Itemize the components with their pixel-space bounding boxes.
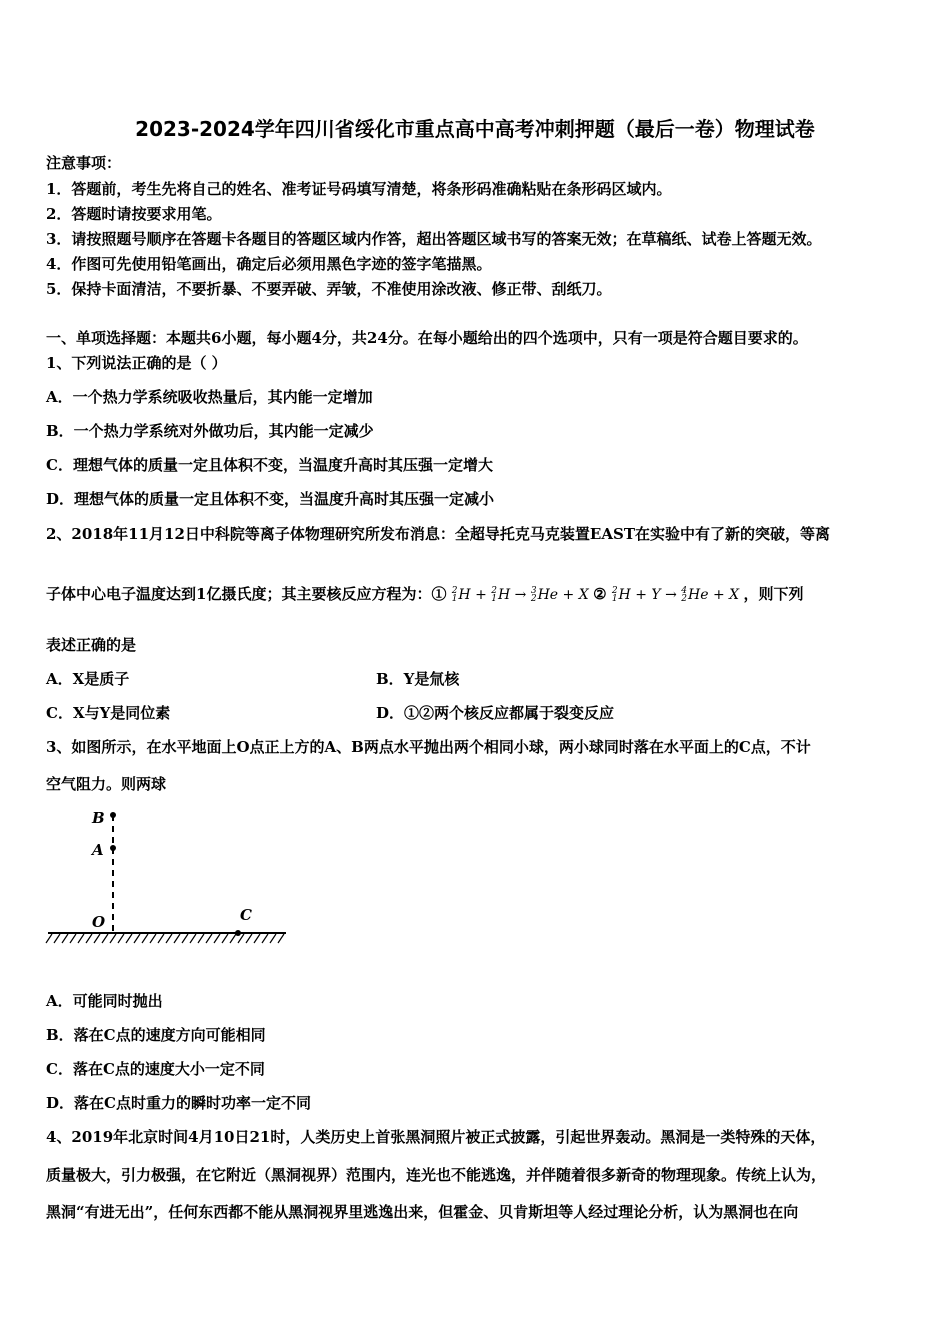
page-title: 2023-2024学年四川省绥化市重点高中高考冲刺押题（最后一卷）物理试卷 bbox=[135, 117, 815, 141]
hatch-mark bbox=[78, 934, 84, 943]
hatch-mark bbox=[86, 934, 92, 943]
equation-2: 2 1H + Y → 4 2He + X bbox=[611, 586, 740, 604]
hatch-mark bbox=[150, 934, 156, 943]
section-heading: 一、单项选择题：本题共6小题，每小题4分，共24分。在每小题给出的四个选项中，只有一项是符合题目要求的。 bbox=[46, 329, 808, 347]
q2-stem-line3: 表述正确的是 bbox=[46, 636, 137, 654]
hatch-mark bbox=[254, 934, 260, 943]
hatch-mark bbox=[134, 934, 140, 943]
q3-option-d: D．落在C点时重力的瞬时功率一定不同 bbox=[46, 1094, 311, 1112]
q2-stem-line1: 2、2018年11月12日中科院等离子体物理研究所发布消息：全超导托克马克装置EAST在实验中有了新的突破，等离 bbox=[46, 525, 831, 543]
hatch-mark bbox=[206, 934, 212, 943]
hatch-mark bbox=[158, 934, 164, 943]
point-a bbox=[110, 845, 116, 851]
hatch-mark bbox=[166, 934, 172, 943]
hatch-mark bbox=[262, 934, 268, 943]
note-item: 2．答题时请按要求用笔。 bbox=[46, 205, 222, 223]
notes-heading: 注意事项： bbox=[46, 154, 122, 172]
q1-option-b: B．一个热力学系统对外做功后，其内能一定减少 bbox=[46, 422, 374, 440]
q2-option-a: A．X是质子 bbox=[46, 670, 130, 688]
hatch-mark bbox=[270, 934, 276, 943]
nuclide-h2: 2 1 bbox=[491, 586, 497, 604]
q2-text: ，则下列 bbox=[743, 585, 804, 603]
hatch-mark bbox=[94, 934, 100, 943]
hatch-mark bbox=[62, 934, 68, 943]
hatch-mark bbox=[190, 934, 196, 943]
note-item: 5．保持卡面清洁，不要折暴、不要弄破、弄皱，不准使用涂改液、修正带、刮纸刀。 bbox=[46, 280, 612, 298]
nuclide-he4: 4 2 bbox=[681, 586, 687, 604]
hatch-mark bbox=[70, 934, 76, 943]
label-o: O bbox=[92, 913, 106, 931]
note-item: 1．答题前，考生先将自己的姓名、准考证号码填写清楚，将条形码准确粘贴在条形码区域内。 bbox=[46, 180, 672, 198]
hatch-mark bbox=[102, 934, 108, 943]
note-item: 3．请按照题号顺序在答题卡各题目的答题区域内作答，超出答题区域书写的答案无效；在草稿纸、试卷上答题无效。 bbox=[46, 230, 822, 248]
q4-stem-line3: 黑洞“有进无出”，任何东西都不能从黑洞视界里逃逸出来，但霍金、贝肯斯坦等人经过理论分析，认为黑洞也在向 bbox=[46, 1203, 799, 1221]
hatch-mark bbox=[222, 934, 228, 943]
hatch-mark bbox=[110, 934, 116, 943]
hatch-mark bbox=[54, 934, 60, 943]
q1-stem: 1、下列说法正确的是（ ） bbox=[46, 354, 227, 372]
hatch-mark bbox=[142, 934, 148, 943]
q2-option-b: B．Y是氚核 bbox=[376, 670, 460, 688]
label-b: B bbox=[92, 809, 105, 827]
q1-option-d: D．理想气体的质量一定且体积不变，当温度升高时其压强一定减小 bbox=[46, 490, 495, 508]
hatch-mark bbox=[174, 934, 180, 943]
q3-stem-line2: 空气阻力。则两球 bbox=[46, 775, 167, 793]
q2-circle-2: ② bbox=[593, 585, 607, 603]
q3-option-b: B．落在C点的速度方向可能相同 bbox=[46, 1026, 266, 1044]
q2-stem-line2 bbox=[46, 583, 804, 604]
point-b bbox=[110, 812, 116, 818]
q1-option-c: C．理想气体的质量一定且体积不变，当温度升高时其压强一定增大 bbox=[46, 456, 493, 474]
q3-option-c: C．落在C点的速度大小一定不同 bbox=[46, 1060, 265, 1078]
nuclide-he3: 3 2 bbox=[530, 586, 537, 604]
q2-option-d: D．①②两个核反应都属于裂变反应 bbox=[376, 704, 615, 722]
note-item: 4．作图可先使用铅笔画出，确定后必须用黑色字迹的签字笔描黑。 bbox=[46, 255, 492, 273]
hatch-mark bbox=[118, 934, 124, 943]
nuclide-h2: 2 1 bbox=[611, 586, 618, 604]
q3-stem-line1: 3、如图所示，在水平地面上O点正上方的A、B两点水平抛出两个相同小球，两小球同时落在水平面上的C点，不计 bbox=[46, 738, 811, 756]
q4-stem-line2: 质量极大，引力极强，在它附近（黑洞视界）范围内，连光也不能逃逸，并伴随着很多新奇的物理现象。传统上认为， bbox=[46, 1166, 827, 1184]
q2-text: 子体中心电子温度达到1亿摄氏度；其主要核反应方程为：① bbox=[46, 585, 447, 603]
hatch-mark bbox=[278, 934, 284, 943]
equation-1: 2 1H + 2 1H → 3 2He + X bbox=[451, 586, 589, 604]
q2-option-c: C．X与Y是同位素 bbox=[46, 704, 171, 722]
hatch-mark bbox=[246, 934, 252, 943]
ground-hatching bbox=[46, 934, 284, 943]
hatch-mark bbox=[198, 934, 204, 943]
q3-option-a: A．可能同时抛出 bbox=[46, 992, 163, 1010]
projectile-diagram bbox=[44, 805, 294, 955]
hatch-mark bbox=[214, 934, 220, 943]
hatch-mark bbox=[182, 934, 188, 943]
label-c: C bbox=[240, 906, 252, 924]
hatch-mark bbox=[126, 934, 132, 943]
q1-option-a: A．一个热力学系统吸收热量后，其内能一定增加 bbox=[46, 388, 373, 406]
label-a: A bbox=[92, 841, 104, 859]
nuclide-h2: 2 1 bbox=[451, 586, 458, 604]
hatch-mark bbox=[230, 934, 236, 943]
q4-stem-line1: 4、2019年北京时间4月10日21时，人类历史上首张黑洞照片被正式披露，引起世界轰动。黑洞是一类特殊的天体， bbox=[46, 1128, 826, 1146]
hatch-mark bbox=[46, 934, 52, 943]
